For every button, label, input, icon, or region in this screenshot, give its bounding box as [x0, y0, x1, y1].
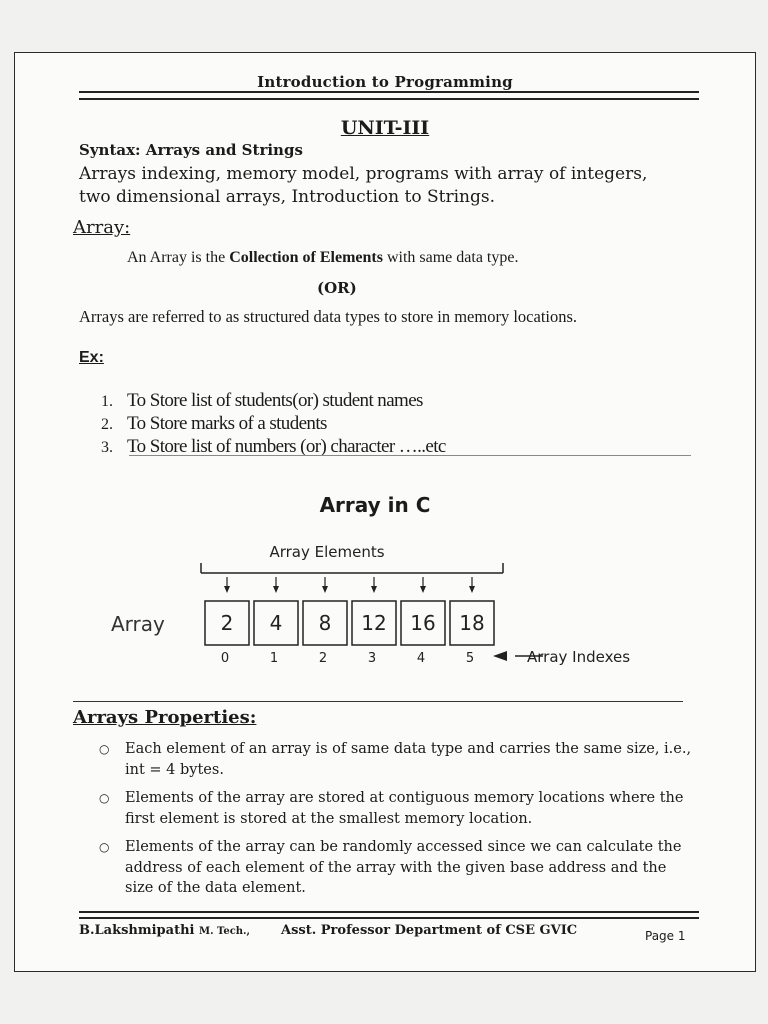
example-item: 1. To Store list of students(or) student names — [101, 390, 423, 411]
example-item: 2. To Store marks of a students — [101, 413, 327, 434]
definition-bold: Collection of Elements — [229, 249, 383, 266]
property-item: ○ Elements of the array are stored at contiguous memory locations where the first element is stored at the smallest memory location. — [99, 790, 684, 827]
array-definition — [127, 249, 518, 267]
syntax-line-2: two dimensional arrays, Introduction to Strings. — [79, 187, 495, 207]
array-index: 3 — [367, 651, 377, 666]
unit-title: UNIT-III — [340, 117, 430, 139]
array-cell-value: 2 — [220, 611, 234, 635]
property-item: ○ Elements of the array can be randomly accessed since we can calculate the address of each element of the array with the given base address and the size of the data element. — [99, 839, 682, 896]
array-cell-value: 4 — [269, 611, 283, 635]
examples-list — [101, 389, 446, 458]
or-text: (OR) — [317, 279, 357, 297]
array-label: Array — [111, 612, 165, 636]
author: B.Lakshmipathi M. Tech., — [79, 923, 251, 938]
example-item: 3. To Store list of numbers (or) character …..etc — [101, 436, 446, 457]
examples-label: Ex: — [79, 349, 104, 366]
author-degree: M. Tech., — [199, 926, 251, 937]
syntax-label: Syntax: Arrays and Strings — [79, 141, 303, 159]
element-arrow-head — [322, 586, 328, 593]
array-index: 1 — [269, 651, 279, 666]
footer-rule — [79, 911, 699, 919]
element-arrow-head — [420, 586, 426, 593]
properties-list — [99, 739, 695, 907]
array-index: 5 — [465, 651, 475, 666]
definition-post: with same data type. — [382, 249, 519, 266]
array-cell-value: 18 — [459, 611, 485, 635]
array-elements-label: Array Elements — [269, 543, 385, 561]
property-item: ○ Each element of an array is of same data type and carries the same size, i.e., int = 4 bytes. — [99, 741, 692, 778]
array-cell-value: 8 — [318, 611, 332, 635]
element-arrow-head — [469, 586, 475, 593]
syntax-line-1: Arrays indexing, memory model, programs with array of integers, — [79, 164, 648, 184]
array-index: 4 — [416, 651, 426, 666]
array-cell-value: 16 — [410, 611, 436, 635]
bullet-icon: ○ — [99, 840, 110, 854]
author-role: Asst. Professor Department of CSE GVIC — [281, 923, 578, 938]
bullet-icon: ○ — [99, 742, 110, 756]
array-index: 2 — [318, 651, 328, 666]
element-arrow-head — [273, 586, 279, 593]
array-cell-value: 12 — [361, 611, 387, 635]
syntax-description — [79, 163, 699, 209]
array-diagram — [15, 523, 755, 693]
index-arrow-head — [493, 651, 507, 661]
array-index: 0 — [220, 651, 230, 666]
diagram-title: Array in C — [319, 493, 431, 517]
array-cells — [205, 601, 494, 645]
array-heading: Array: — [73, 217, 131, 238]
element-arrow-head — [371, 586, 377, 593]
header-rule — [79, 91, 699, 100]
section-separator — [73, 701, 683, 702]
properties-heading: Arrays Properties: — [73, 707, 257, 728]
array-indexes — [221, 651, 474, 666]
element-arrows — [224, 577, 475, 593]
page-number: Page 1 — [645, 929, 686, 943]
array-indexes-label: Array Indexes — [527, 648, 631, 666]
page-header-title: Introduction to Programming — [257, 73, 513, 91]
definition-pre: An Array is the — [127, 249, 230, 266]
element-arrow-head — [224, 586, 230, 593]
bullet-icon: ○ — [99, 791, 110, 805]
document-page — [14, 52, 756, 972]
array-definition-2: Arrays are referred to as structured data types to store in memory locations. — [79, 307, 578, 326]
examples-underline — [129, 455, 691, 456]
